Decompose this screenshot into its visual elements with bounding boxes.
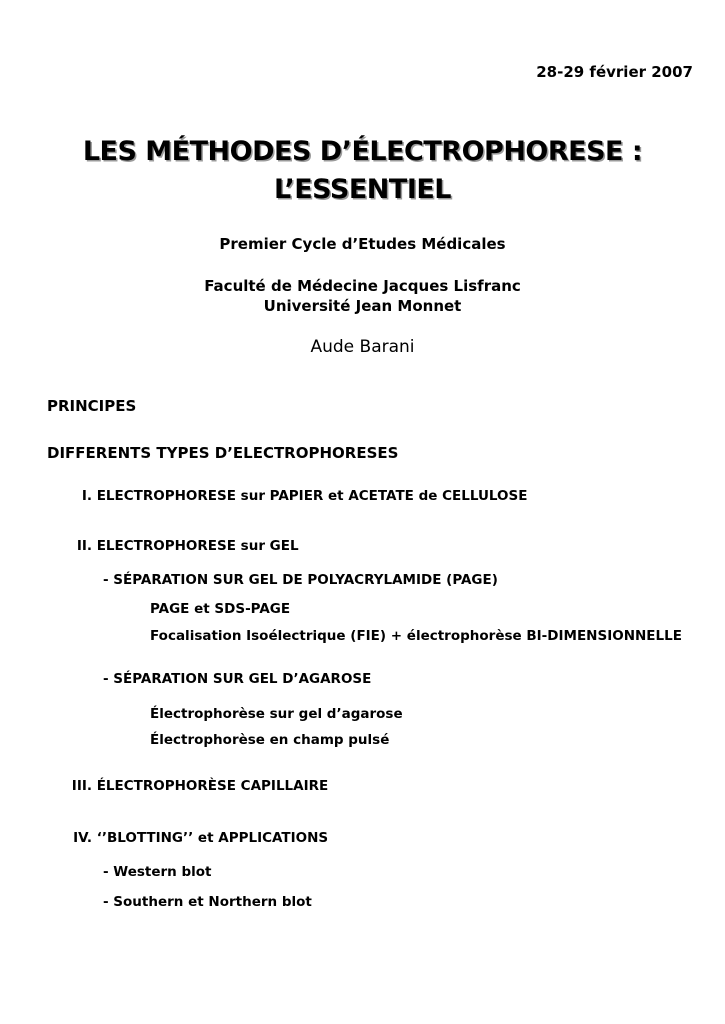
section-2-number: II. xyxy=(76,538,92,554)
section-2 xyxy=(60,538,299,554)
author-name: Aude Barani xyxy=(310,337,415,357)
faculty-name: Faculté de Médecine Jacques Lisfranc xyxy=(204,277,521,295)
section-2-sub-1-item-2: Focalisation Isoélectrique (FIE) + électrophorèse BI-DIMENSIONNELLE xyxy=(150,628,682,644)
section-2-sub-1-item-1: PAGE et SDS-PAGE xyxy=(150,601,291,617)
section-2-sub-1-title: - SÉPARATION SUR GEL DE POLYACRYLAMIDE (PAGE) xyxy=(103,572,498,588)
section-2-sub-2-title: - SÉPARATION SUR GEL D’AGAROSE xyxy=(103,671,372,687)
heading-principles: PRINCIPES xyxy=(47,397,137,415)
section-4-number: IV. xyxy=(73,830,92,846)
section-4 xyxy=(60,830,328,846)
section-3-number: III. xyxy=(71,778,92,794)
section-4-item-1: - Western blot xyxy=(103,864,212,880)
heading-types: DIFFERENTS TYPES D’ELECTROPHORESES xyxy=(47,444,399,462)
section-4-item-2: - Southern et Northern blot xyxy=(103,894,312,910)
section-2-sub-2-item-2: Électrophorèse en champ pulsé xyxy=(150,732,390,748)
section-2-sub-2-item-1: Électrophorèse sur gel d’agarose xyxy=(150,706,403,722)
section-2-title: ELECTROPHORESE sur GEL xyxy=(96,538,299,554)
section-1-number: I. xyxy=(81,488,92,504)
section-3-title: ÉLECTROPHORÈSE CAPILLAIRE xyxy=(96,778,329,794)
university-name: Université Jean Monnet xyxy=(263,297,462,315)
section-1-title: ELECTROPHORESE sur PAPIER et ACETATE de CELLULOSE xyxy=(96,488,528,504)
course-name: Premier Cycle d’Etudes Médicales xyxy=(219,235,506,253)
document-date: 28-29 février 2007 xyxy=(536,63,693,81)
section-4-title: ‘’BLOTTING’’ et APPLICATIONS xyxy=(96,830,329,846)
section-1 xyxy=(60,488,527,504)
document-title-line-2: L’ESSENTIEL xyxy=(273,174,452,205)
document-title-line-1: LES MÉTHODES D’ÉLECTROPHORESE : xyxy=(82,136,643,167)
section-3 xyxy=(60,778,328,794)
